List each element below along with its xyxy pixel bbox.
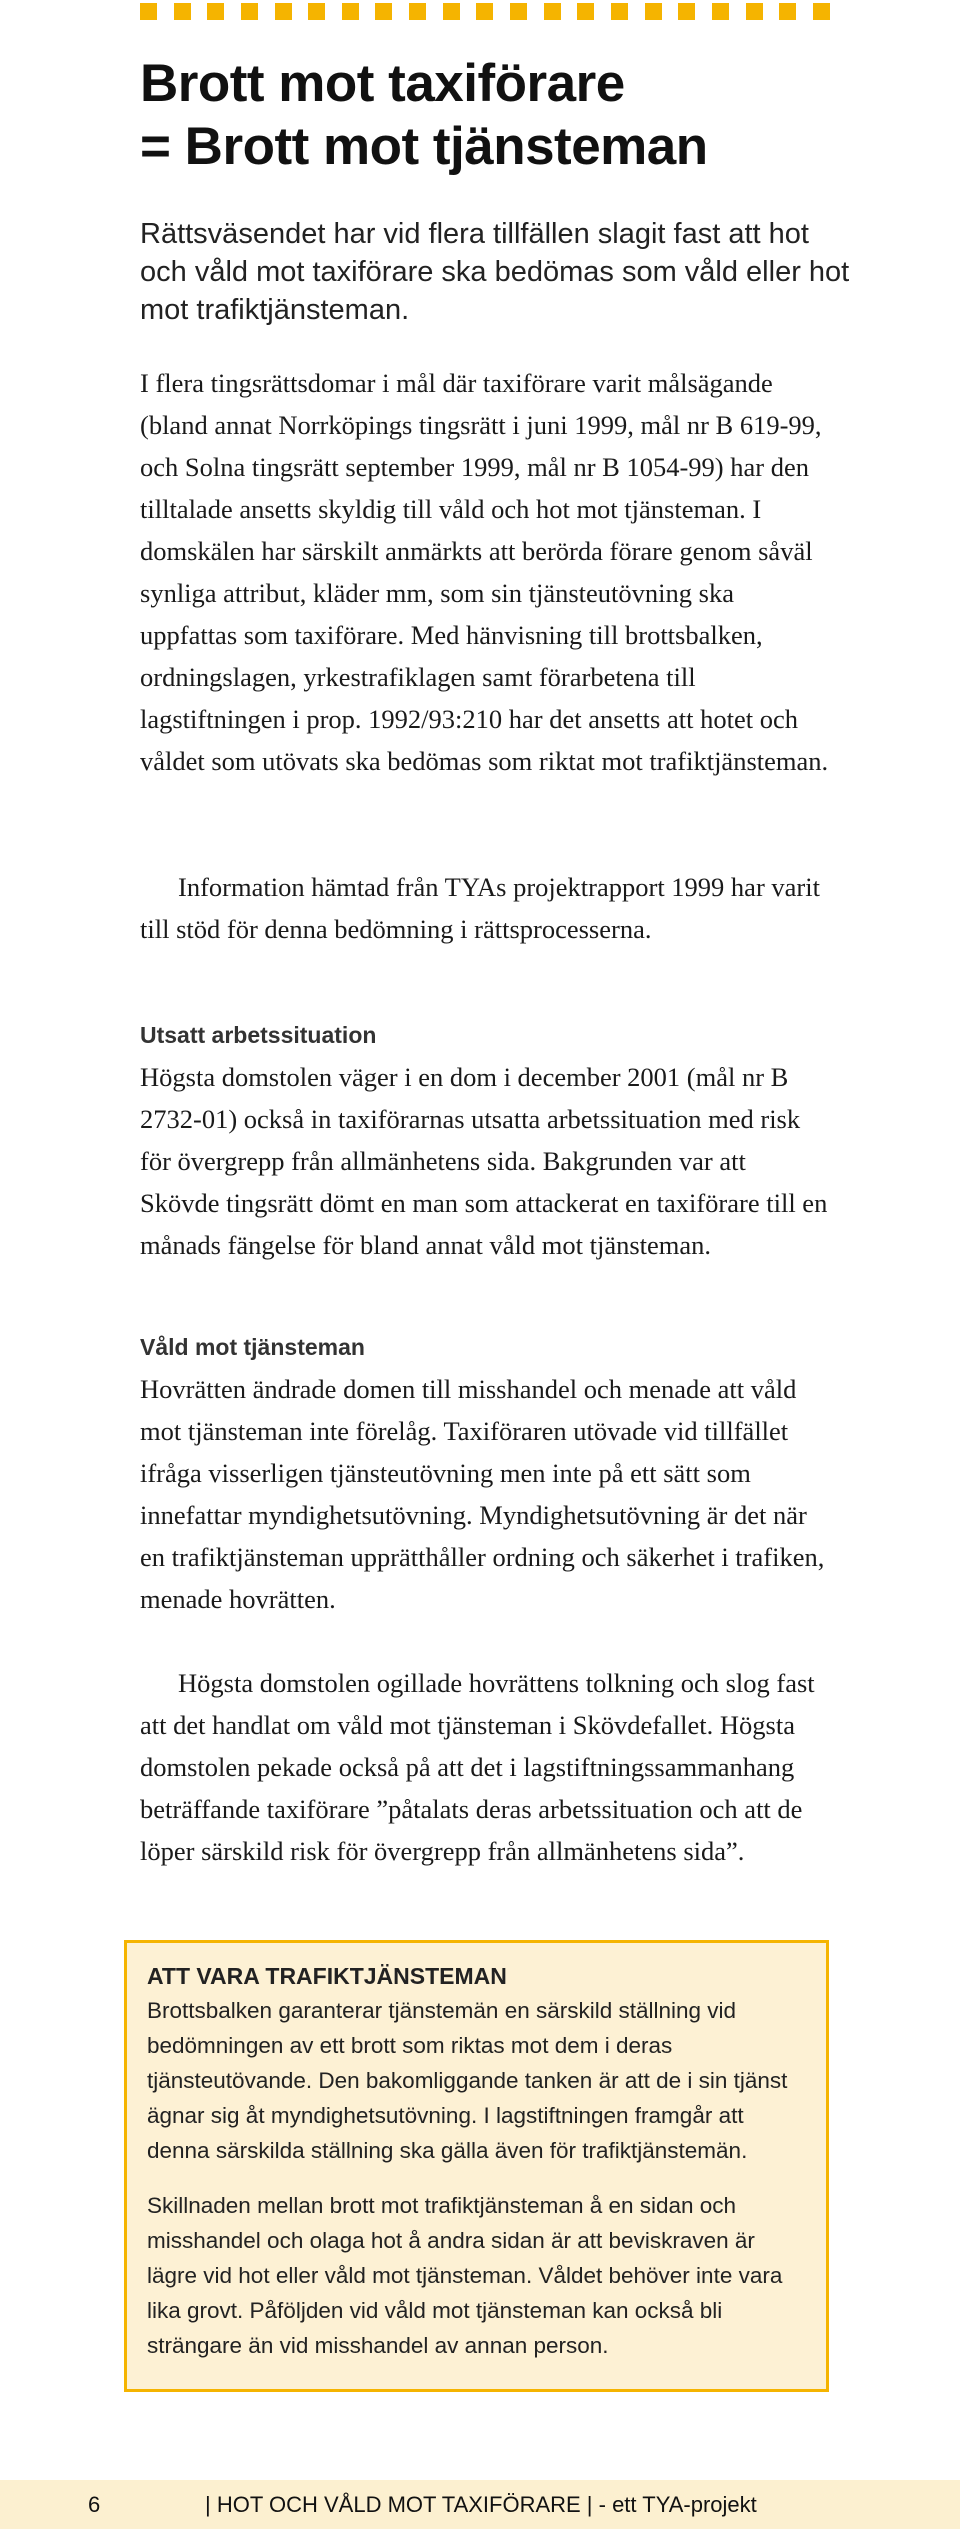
page-title-line-1: Brott mot taxiförare [140,54,625,113]
decorative-square [746,3,763,20]
decorative-square [544,3,561,20]
page-footer [0,2480,960,2529]
footer-title: | HOT OCH VÅLD MOT TAXIFÖRARE | - ett TYA-projekt [205,2492,757,2517]
section-1-paragraph: Högsta domstolen väger i en dom i december 2001 (mål nr B 2732-01) också in taxiförarnas utsatta arbetssituation med risk för övergrepp från allmänhetens sida. Bakgrunden var att Skövde tingsrätt dömt en man som attackerat en taxiförare till en månads fängelse för bland annat våld mot tjänsteman. [140,1062,828,1260]
section-2-paragraph-2: Högsta domstolen ogillade hovrättens tolkning och slog fast att det handlat om våld mot tjänsteman i Skövdefallet. Högsta domstolen pekade också på att det i lagstiftningssammanhang beträffande taxiförare ”påtalats deras arbetssituation och att de löper särskild risk för övergrepp från allmänhetens sida”. [140,1668,815,1866]
section-heading-vald-mot-tjansteman: Våld mot tjänsteman [140,1334,365,1360]
decorative-square [275,3,292,20]
fact-box-paragraph-1: Brottsbalken garanterar tjänstemän en särskild ställning vid bedömningen av ett brott som riktas mot dem i deras tjänsteutövande. Den bakomliggande tanken är att de i sin tjänst ägnar sig åt myndighetsutövning. I lagstiftningen framgår att denna särskilda ställning ska gälla även för trafiktjänstemän. [147,1998,788,2163]
decorative-square [779,3,796,20]
decorative-square [342,3,359,20]
page-title [140,52,860,178]
decorative-square [409,3,426,20]
fact-box [124,1940,829,2392]
decorative-square [443,3,460,20]
decorative-square [611,3,628,20]
body-paragraph-2: Information hämtad från TYAs projektrapport 1999 har varit till stöd för denna bedömning i rättsprocesserna. [140,872,820,944]
decorative-square [813,3,830,20]
decorative-square [207,3,224,20]
decorative-square [140,3,157,20]
section-2-paragraph-1: Hovrätten ändrade domen till misshandel och menade att våld mot tjänsteman inte förelåg. Taxiföraren utövade vid tillfället ifråga visserligen tjänsteutövning men inte på ett sätt som innefattar myndighetsutövning. Myndighetsutövning är det när en trafiktjänsteman upprätthåller ordning och säkerhet i trafiken, menade hovrätten. [140,1374,825,1614]
decorative-square [174,3,191,20]
decorative-square [645,3,662,20]
decorative-square [510,3,527,20]
decorative-square [375,3,392,20]
decorative-square [712,3,729,20]
fact-box-title: ATT VARA TRAFIKTJÄNSTEMAN [147,1963,507,1989]
decorative-square [308,3,325,20]
page-title-line-2: = Brott mot tjänsteman [140,117,708,176]
page-number: 6 [88,2492,101,2517]
lead-paragraph: Rättsväsendet har vid flera tillfällen slagit fast att hot och våld mot taxiförare ska bedömas som våld eller hot mot trafiktjänsteman. [140,218,850,326]
body-paragraph-1: I flera tingsrättsdomar i mål där taxiförare varit målsägande (bland annat Norrköpings tingsrätt i juni 1999, mål nr B 619-99, och Solna tingsrätt september 1999, mål nr B 1054-99) har den tilltalade ansetts skyldig till våld och hot mot tjänsteman. I domskälen har särskilt anmärkts att berörda förare genom såväl synliga attribut, kläder mm, som sin tjänsteutövning ska uppfattas som taxiförare. Med hänvisning till brottsbalken, ordningslagen, yrkestrafiklagen samt förarbetena till lagstiftningen i prop. 1992/93:210 har det ansetts att hotet och våldet som utövats ska bedömas som riktat mot trafiktjänsteman. [140,368,829,776]
decorative-square [476,3,493,20]
section-heading-utsatt-arbetssituation: Utsatt arbetssituation [140,1022,377,1048]
decorative-square [678,3,695,20]
decorative-square [577,3,594,20]
decorative-square [241,3,258,20]
fact-box-paragraph-2: Skillnaden mellan brott mot trafiktjänsteman å en sidan och misshandel och olaga hot å andra sidan är att beviskraven är lägre vid hot eller våld mot tjänsteman. Våldet behöver inte vara lika grovt. Påföljden vid våld mot tjänsteman kan också bli strängare än vid misshandel av annan person. [147,2193,783,2358]
decorative-square-row [140,3,830,20]
